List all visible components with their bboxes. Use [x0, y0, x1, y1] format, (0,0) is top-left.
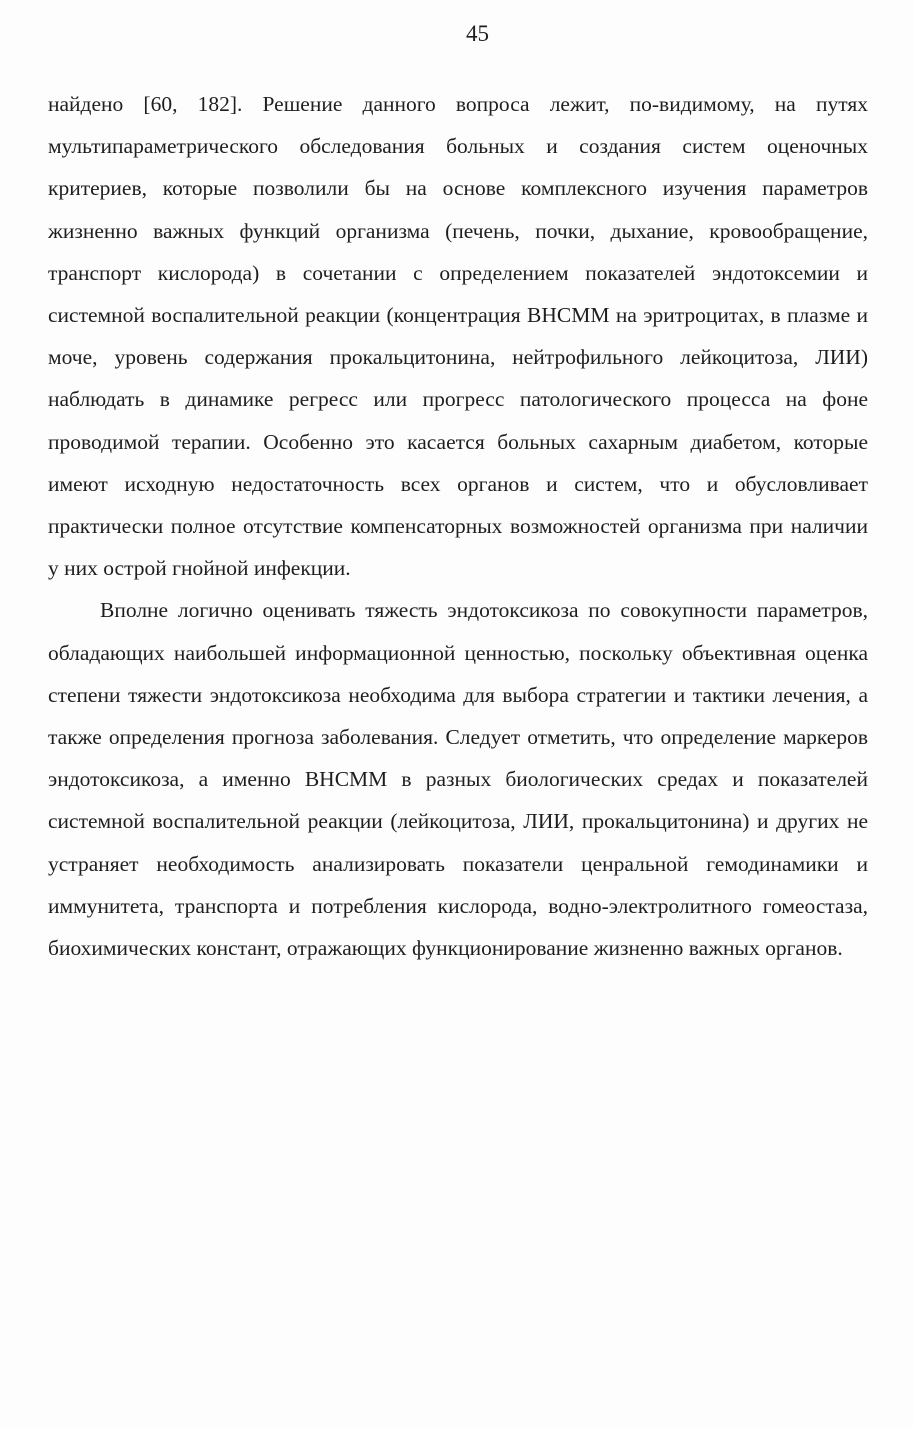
body-text — [48, 83, 868, 969]
page-number: 45 — [466, 21, 489, 46]
paragraph-endotoxicosis-assessment: Вполне логично оценивать тяжесть эндотоксикоза по совокупности параметров, обладающих наибольшей информационной ценностью, поскольку объективная оценка степени тяжести эндотоксикоза необходима для выбора стратегии и тактики лечения, а также определения прогноза заболевания. Следует отметить, что определение маркеров эндотоксикоза, а именно ВНСММ в разных биологических средах и показателей системной воспалительной реакции (лейкоцитоза, ЛИИ, прокальцитонина) и других не устраняет необходимость анализировать показатели ценральной гемодинамики и иммунитета, транспорта и потребления кислорода, водно-электролитного гомеостаза, биохимических констант, отражающих функционирование жизненно важных органов. — [48, 598, 868, 961]
paragraph-continuation: найдено [60, 182]. Решение данного вопроса лежит, по-видимому, на путях мультипараметрического обследования больных и создания систем оценочных критериев, которые позволили бы на основе комплексного изучения параметров жизненно важных функций организма (печень, почки, дыхание, кровообращение, транспорт кислорода) в сочетании с определением показателей эндотоксемии и системной воспалительной реакции (концентрация ВНСММ на эритроцитах, в плазме и моче, уровень содержания прокальцитонина, нейтрофильного лейкоцитоза, ЛИИ) наблюдать в динамике регресс или прогресс патологического процесса на фоне проводимой терапии. Особенно это касается больных сахарным диабетом, которые имеют исходную недостаточность всех органов и систем, что и обусловливает практически полное отсутствие компенсаторных возможностей организма при наличии у них острой гнойной инфекции. — [48, 92, 868, 581]
